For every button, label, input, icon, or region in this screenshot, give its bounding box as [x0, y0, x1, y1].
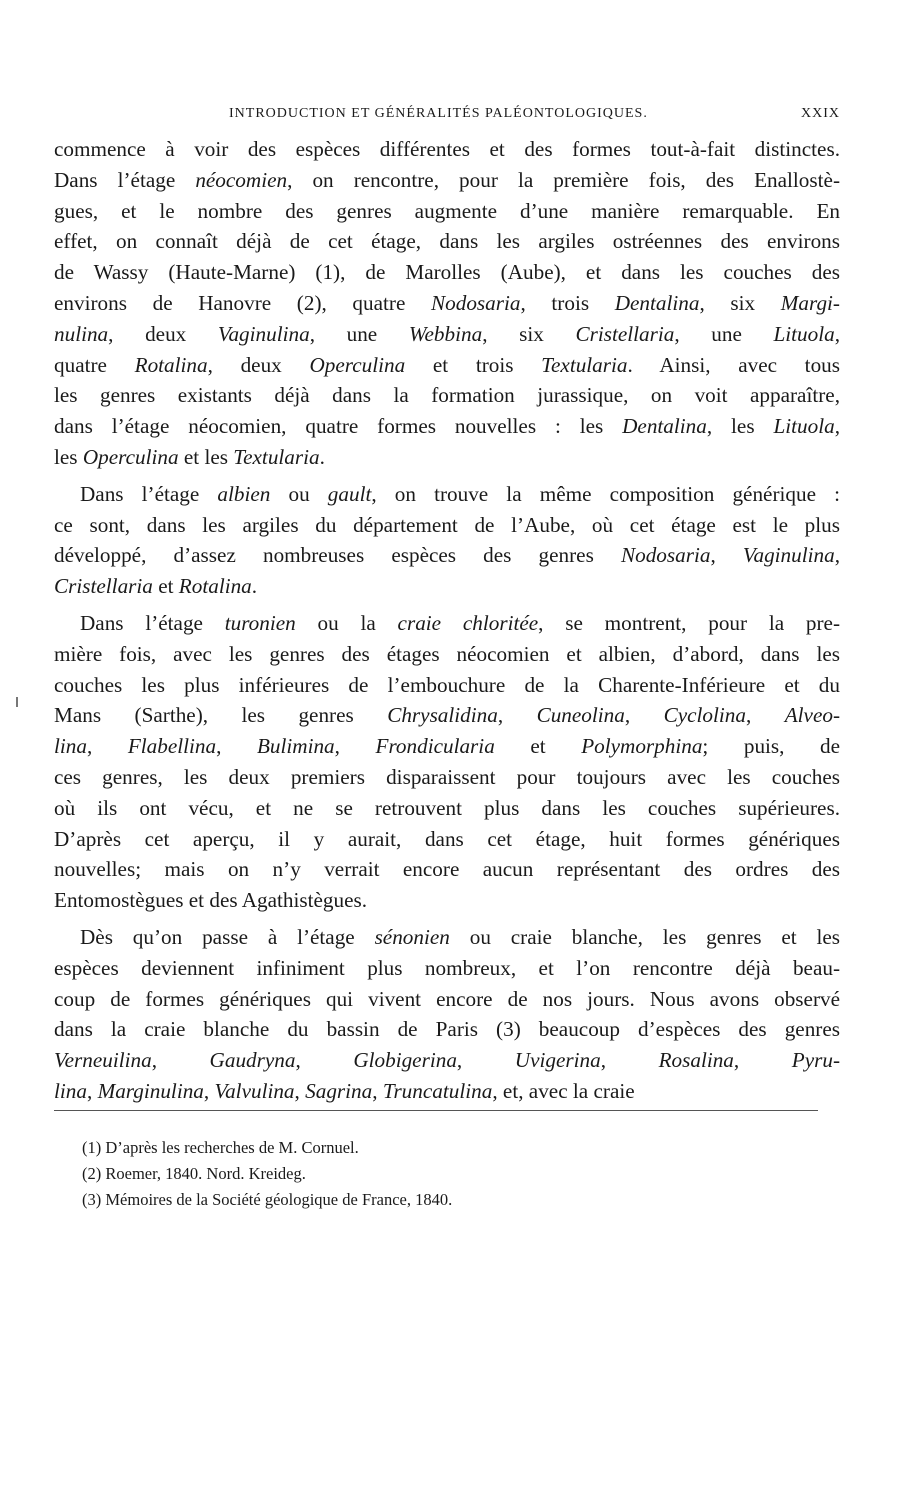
text-run: , six	[482, 321, 576, 346]
text-run: ,	[86, 734, 128, 759]
text-line	[54, 762, 840, 793]
text-line	[54, 885, 840, 916]
text-run: Mans (Sarthe), les genres	[54, 703, 388, 728]
text-line	[54, 854, 840, 885]
text-line	[54, 1045, 840, 1076]
genus-name: Flabellina	[127, 734, 217, 759]
genus-name: Cuneolina	[536, 703, 625, 728]
text-run: ,	[834, 321, 841, 346]
text-line	[54, 984, 840, 1015]
text-line	[54, 953, 840, 984]
genus-name: Rotalina	[178, 574, 252, 599]
footnote-rule	[54, 1110, 818, 1111]
text-line	[54, 608, 840, 639]
text-run: les	[54, 444, 83, 469]
text-run: et les	[178, 444, 234, 469]
text-run: ,	[203, 1078, 215, 1103]
genus-name: Cristellaria	[54, 574, 153, 599]
text-run: Entomostègues et des Agathistègues.	[54, 888, 368, 913]
genus-name: Verneuilina	[54, 1048, 152, 1073]
text-run: ces genres, les deux premiers disparaissent pour toujours avec les couches	[54, 764, 840, 789]
text-run: nouvelles; mais on n’y verrait encore aucun représentant des ordres des	[54, 857, 840, 882]
genus-name: Bulimina	[256, 734, 335, 759]
genus-name: gault	[327, 481, 372, 506]
text-run: ,	[710, 543, 743, 568]
text-run: dans l’étage néocomien, quatre formes nouvelles : les	[54, 414, 623, 439]
genus-name: Rotalina	[134, 352, 208, 377]
genus-name: Webbina	[408, 321, 483, 346]
text-run: et trois	[405, 352, 542, 377]
text-run: ,	[834, 414, 840, 439]
text-run: ,	[216, 734, 257, 759]
paragraph	[54, 134, 840, 473]
text-run: où ils ont vécu, et ne se retrouvent plus dans les couches supérieures.	[54, 795, 840, 820]
text-line	[54, 670, 840, 701]
genus-name: Dentalina	[614, 290, 700, 315]
genus-name: nulina	[54, 321, 109, 346]
page-number: XXIX	[801, 106, 840, 121]
text-run: gues, et le nombre des genres augmente d’une manière remarquable. En	[54, 198, 840, 223]
text-run: ,	[86, 1078, 98, 1103]
text-run: ; puis, de	[702, 734, 841, 759]
text-run: . Ainsi, avec tous	[627, 352, 841, 377]
text-run: Dans l’étage	[54, 167, 196, 192]
text-run: les genres existants déjà dans la formation jurassique, on voit apparaître,	[54, 383, 840, 408]
text-run: ou la	[295, 610, 398, 635]
text-run: ,	[334, 734, 376, 759]
text-line	[54, 226, 840, 257]
running-title: INTRODUCTION ET GÉNÉRALITÉS PALÉONTOLOGIQUES.	[229, 106, 648, 121]
text-run: de Wassy (Haute-Marne) (1), de Marolles (Aube), et dans les couches des	[54, 260, 840, 285]
genus-name: Lituola	[773, 321, 835, 346]
genus-name: Frondicularia	[375, 734, 495, 759]
paragraph	[54, 922, 840, 1107]
genus-name: Alveo-	[784, 703, 841, 728]
genus-name: albien	[217, 481, 271, 506]
text-run: et	[152, 574, 179, 599]
text-line	[54, 1014, 840, 1045]
text-line	[54, 922, 840, 953]
genus-name: sénonien	[374, 924, 450, 949]
text-line	[54, 824, 840, 855]
text-run: dans la craie blanche du bassin de Paris (3) beaucoup d’espèces des genres	[54, 1017, 840, 1042]
text-run: , on rencontre, pour la première fois, des Enallostè-	[287, 167, 840, 192]
margin-mark	[16, 697, 18, 707]
text-line	[54, 639, 840, 670]
text-run: , deux	[108, 321, 218, 346]
body-text	[54, 134, 840, 1113]
text-run: , six	[699, 290, 781, 315]
genus-name: Chrysalidina	[387, 703, 498, 728]
text-line	[54, 196, 840, 227]
text-line	[54, 510, 840, 541]
text-line	[54, 319, 840, 350]
text-line	[54, 1076, 840, 1107]
genus-name: Rosalina	[658, 1048, 734, 1073]
text-run: ,	[372, 1078, 383, 1103]
text-run: coup de formes génériques qui vivent encore de nos jours. Nous avons observé	[54, 986, 840, 1011]
text-run: ,	[745, 703, 785, 728]
text-run: commence à voir des espèces différentes et des formes tout-à-fait distinctes.	[54, 137, 840, 161]
text-run: Dans l’étage	[80, 481, 218, 506]
footnote-2: (2) Roemer, 1840. Nord. Kreideg.	[82, 1164, 306, 1183]
text-run: quatre	[54, 352, 135, 377]
text-run: ,	[456, 1048, 515, 1073]
text-line	[54, 793, 840, 824]
genus-name: Margi-	[780, 290, 840, 315]
text-run: Dans l’étage	[80, 610, 225, 635]
text-run: et	[494, 734, 582, 759]
text-run: effet, on connaît déjà de cet étage, dans les argiles ostréennes des environs	[54, 229, 840, 254]
text-run: , une	[674, 321, 774, 346]
text-run: ,	[733, 1048, 792, 1073]
text-line	[54, 288, 840, 319]
text-run: mière fois, avec les genres des étages néocomien et albien, d’abord, dans les	[54, 641, 840, 666]
genus-name: Gaudryna	[209, 1048, 296, 1073]
text-run: ,	[834, 543, 841, 568]
text-line	[54, 165, 840, 196]
text-run: ,	[600, 1048, 659, 1073]
text-run: , les	[706, 414, 774, 439]
genus-name: Truncatulina	[382, 1078, 493, 1103]
genus-name: Polymorphina	[581, 734, 703, 759]
text-line	[54, 350, 840, 381]
genus-name: Sagrina	[305, 1078, 373, 1103]
paragraph	[54, 608, 840, 916]
text-run: ce sont, dans les argiles du département de l’Aube, où cet étage est le plus	[54, 512, 840, 537]
genus-name: Cristellaria	[575, 321, 675, 346]
genus-name: Operculina	[82, 444, 179, 469]
text-run: , deux	[207, 352, 310, 377]
text-run: ,	[294, 1078, 306, 1103]
genus-name: Textularia	[541, 352, 628, 377]
text-run: , une	[309, 321, 409, 346]
genus-name: Vaginulina	[742, 543, 835, 568]
genus-name: lina	[54, 734, 87, 759]
genus-name: craie chloritée	[397, 610, 539, 635]
text-run: couches les plus inférieures de l’embouchure de la Charente-Inférieure et du	[54, 672, 840, 697]
genus-name: Globigerina	[353, 1048, 457, 1073]
text-run: D’après cet aperçu, il y aurait, dans cet étage, huit formes génériques	[54, 826, 840, 851]
text-line	[54, 442, 840, 473]
text-line	[54, 257, 840, 288]
text-run: Dès qu’on passe à l’étage	[80, 924, 375, 949]
genus-name: Marginulina	[97, 1078, 204, 1103]
text-run: ,	[295, 1048, 354, 1073]
footnote-3: (3) Mémoires de la Société géologique de France, 1840.	[82, 1190, 453, 1209]
genus-name: lina	[54, 1078, 87, 1103]
genus-name: Cyclolina	[663, 703, 746, 728]
text-run: ,	[151, 1048, 210, 1073]
genus-name: Vaginulina	[217, 321, 310, 346]
text-line	[54, 380, 840, 411]
genus-name: Textularia	[233, 444, 320, 469]
genus-name: Uvigerina	[514, 1048, 601, 1073]
text-line	[54, 411, 840, 442]
text-line	[54, 571, 840, 602]
text-run: , se montrent, pour la pre-	[538, 610, 841, 635]
text-line	[54, 479, 840, 510]
genus-name: néocomien	[195, 167, 288, 192]
genus-name: Lituola	[773, 414, 835, 439]
footnote-1: (1) D’après les recherches de M. Cornuel.	[82, 1138, 359, 1157]
text-line	[54, 134, 840, 165]
text-run: .	[319, 444, 325, 469]
text-run: ,	[624, 703, 664, 728]
text-line	[54, 700, 840, 731]
text-run: ,	[497, 703, 537, 728]
genus-name: Operculina	[309, 352, 406, 377]
text-run: , on trouve la même composition générique :	[371, 481, 840, 506]
genus-name: Valvulina	[214, 1078, 295, 1103]
genus-name: Nodosaria	[431, 290, 521, 315]
text-line	[54, 731, 840, 762]
genus-name: Pyru-	[791, 1048, 841, 1073]
text-run: ou	[270, 481, 328, 506]
text-run: espèces deviennent infiniment plus nombreux, et l’on rencontre déjà beau-	[54, 955, 840, 980]
genus-name: turonien	[224, 610, 296, 635]
text-run: environs de Hanovre (2), quatre	[54, 290, 431, 315]
running-head	[54, 106, 840, 126]
text-run: , et, avec la craie	[492, 1078, 635, 1103]
text-run: ou craie blanche, les genres et les	[449, 924, 841, 949]
footnotes	[82, 1135, 802, 1213]
text-run: , trois	[520, 290, 615, 315]
text-run: développé, d’assez nombreuses espèces des genres	[54, 543, 621, 568]
text-run: .	[251, 574, 258, 599]
genus-name: Nodosaria	[620, 543, 711, 568]
text-line	[54, 540, 840, 571]
paragraph	[54, 479, 840, 602]
genus-name: Dentalina	[622, 414, 707, 439]
